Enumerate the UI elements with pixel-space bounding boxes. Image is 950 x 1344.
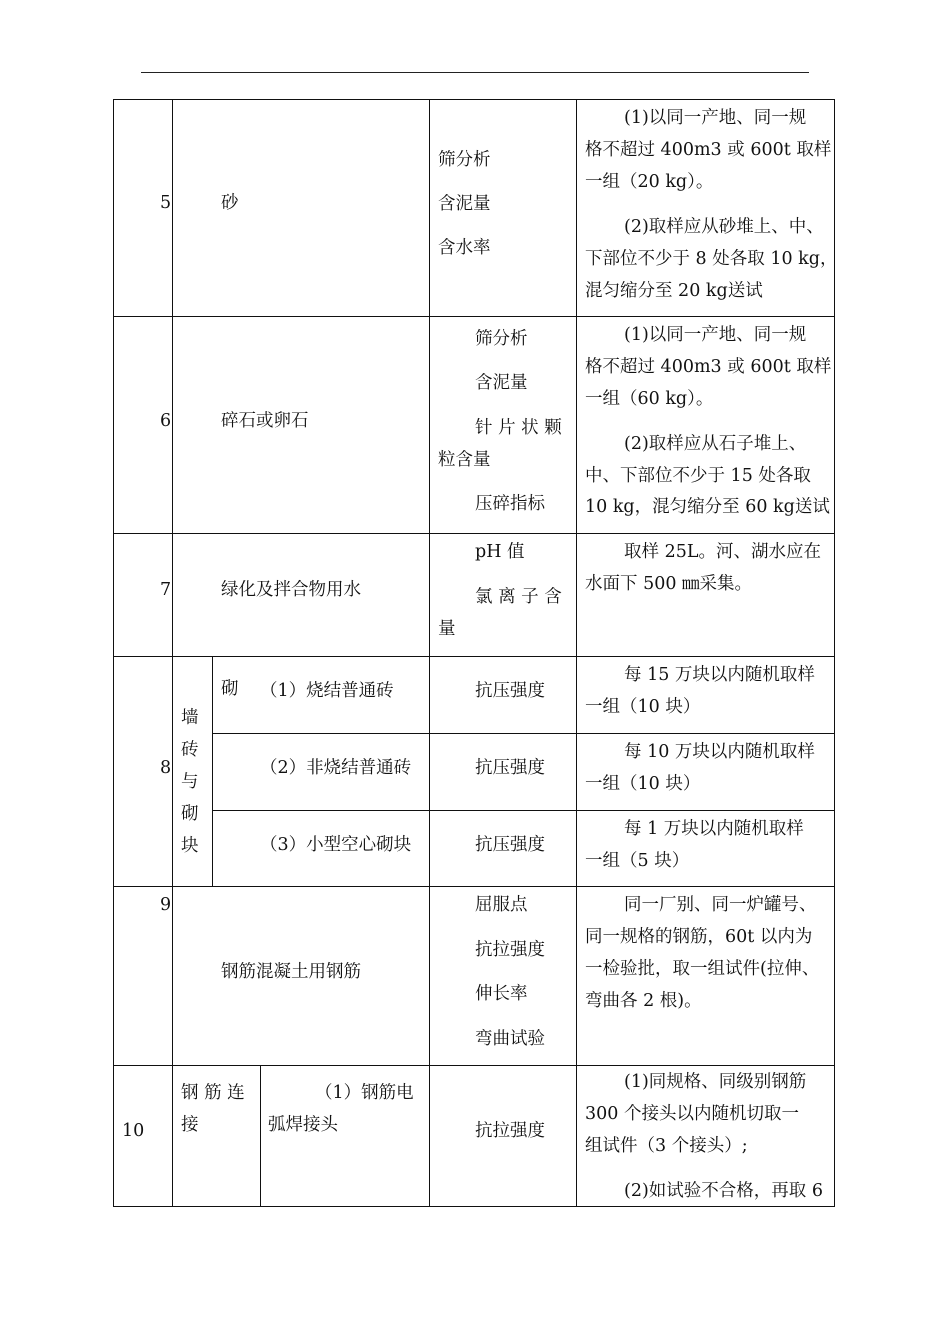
test-item: 抗压强度: [475, 758, 545, 778]
row-number: 10: [122, 1121, 145, 1141]
note-line: 下部位不少于 8 处各取 10 kg，: [585, 249, 838, 269]
note-line: (1)同规格、同级别钢筋: [624, 1072, 807, 1092]
group-char: 与: [181, 772, 199, 792]
note-line: (2)如试验不合格，再取 6: [624, 1181, 823, 1201]
test-item: 抗压强度: [475, 835, 545, 855]
item-name: 绿化及拌合物用水: [221, 580, 361, 600]
test-item: 弯曲试验: [475, 1029, 545, 1049]
test-item: 伸长率: [475, 984, 528, 1004]
group-char: 墙: [181, 708, 199, 728]
sub-item-name: （2）非烧结普通砖: [260, 758, 412, 778]
header-rule: [141, 72, 809, 73]
note-line: 一组（10 块）: [585, 697, 701, 717]
item-name: 碎石或卵石: [221, 411, 309, 431]
test-item: 屈服点: [475, 895, 528, 915]
test-item: pH 值: [475, 542, 525, 562]
note-line: (1)以同一产地、同一规: [624, 108, 807, 128]
note-line: (1)以同一产地、同一规: [624, 325, 807, 345]
test-item: 粒含量: [438, 450, 491, 470]
test-item: 含泥量: [438, 194, 491, 214]
note-line: 组试件（3 个接头）;: [585, 1136, 748, 1156]
note-line: 一组（60 kg）。: [585, 389, 714, 409]
test-item: 氯 离 子 含: [475, 587, 562, 607]
note-line: 一组（10 块）: [585, 774, 701, 794]
item-name: 砂: [221, 193, 239, 213]
note-line: 混匀缩分至 20 kg送试: [585, 281, 763, 301]
note-line: 同一规格的钢筋，60t 以内为: [585, 927, 813, 947]
note-line: 同一厂别、同一炉罐号、: [624, 895, 817, 915]
group-char: 砖: [181, 740, 199, 760]
row-number: 6: [160, 411, 172, 431]
note-line: 格不超过 400m3 或 600t 取样: [585, 357, 832, 377]
test-item: 含泥量: [475, 373, 528, 393]
note-line: 水面下 500 ㎜采集。: [585, 574, 753, 594]
test-item: 筛分析: [475, 329, 528, 349]
row-number: 8: [160, 758, 172, 778]
note-line: 弯曲各 2 根)。: [585, 991, 702, 1011]
row-number: 9: [160, 895, 172, 915]
note-line: 每 10 万块以内随机取样: [624, 742, 815, 762]
test-item: 量: [438, 619, 456, 639]
note-line: 一检验批，取一组试件(拉伸、: [585, 959, 820, 979]
test-item: 抗拉强度: [475, 940, 545, 960]
note-line: 格不超过 400m3 或 600t 取样: [585, 140, 832, 160]
sub-item-name: （1）烧结普通砖: [260, 681, 394, 701]
note-line: (2)取样应从石子堆上、: [624, 434, 807, 454]
note-line: 一组（5 块）: [585, 851, 690, 871]
note-line: 每 1 万块以内随机取样: [624, 819, 804, 839]
note-line: 中、下部位不少于 15 处各取: [585, 466, 811, 486]
note-line: 300 个接头以内随机切取一: [585, 1104, 799, 1124]
group-char: 砌: [181, 804, 199, 824]
row-number: 5: [160, 193, 172, 213]
note-line: 取样 25L。河、湖水应在: [624, 542, 821, 562]
test-item: 筛分析: [438, 150, 491, 170]
group-name: 钢 筋 连: [181, 1083, 245, 1103]
item-name: 钢筋混凝土用钢筋: [221, 962, 361, 982]
note-line: (2)取样应从砂堆上、中、: [624, 217, 824, 237]
test-item: 抗拉强度: [475, 1121, 545, 1141]
group-name: 接: [181, 1115, 199, 1135]
sub-item-name: （1）钢筋电: [315, 1083, 414, 1103]
sampling-table: [113, 99, 838, 1207]
sub-prefix: 砌: [221, 679, 239, 699]
sub-item-name: 弧焊接头: [268, 1115, 338, 1135]
note-line: 每 15 万块以内随机取样: [624, 665, 815, 685]
row-number: 7: [160, 580, 172, 600]
test-item: 抗压强度: [475, 681, 545, 701]
test-item: 压碎指标: [475, 494, 545, 514]
sub-item-name: （3）小型空心砌块: [260, 835, 412, 855]
test-item: 含水率: [438, 238, 491, 258]
test-item: 针 片 状 颗: [475, 418, 562, 438]
group-char: 块: [181, 836, 199, 856]
note-line: 10 kg，混匀缩分至 60 kg送试: [585, 497, 830, 517]
note-line: 一组（20 kg）。: [585, 172, 714, 192]
